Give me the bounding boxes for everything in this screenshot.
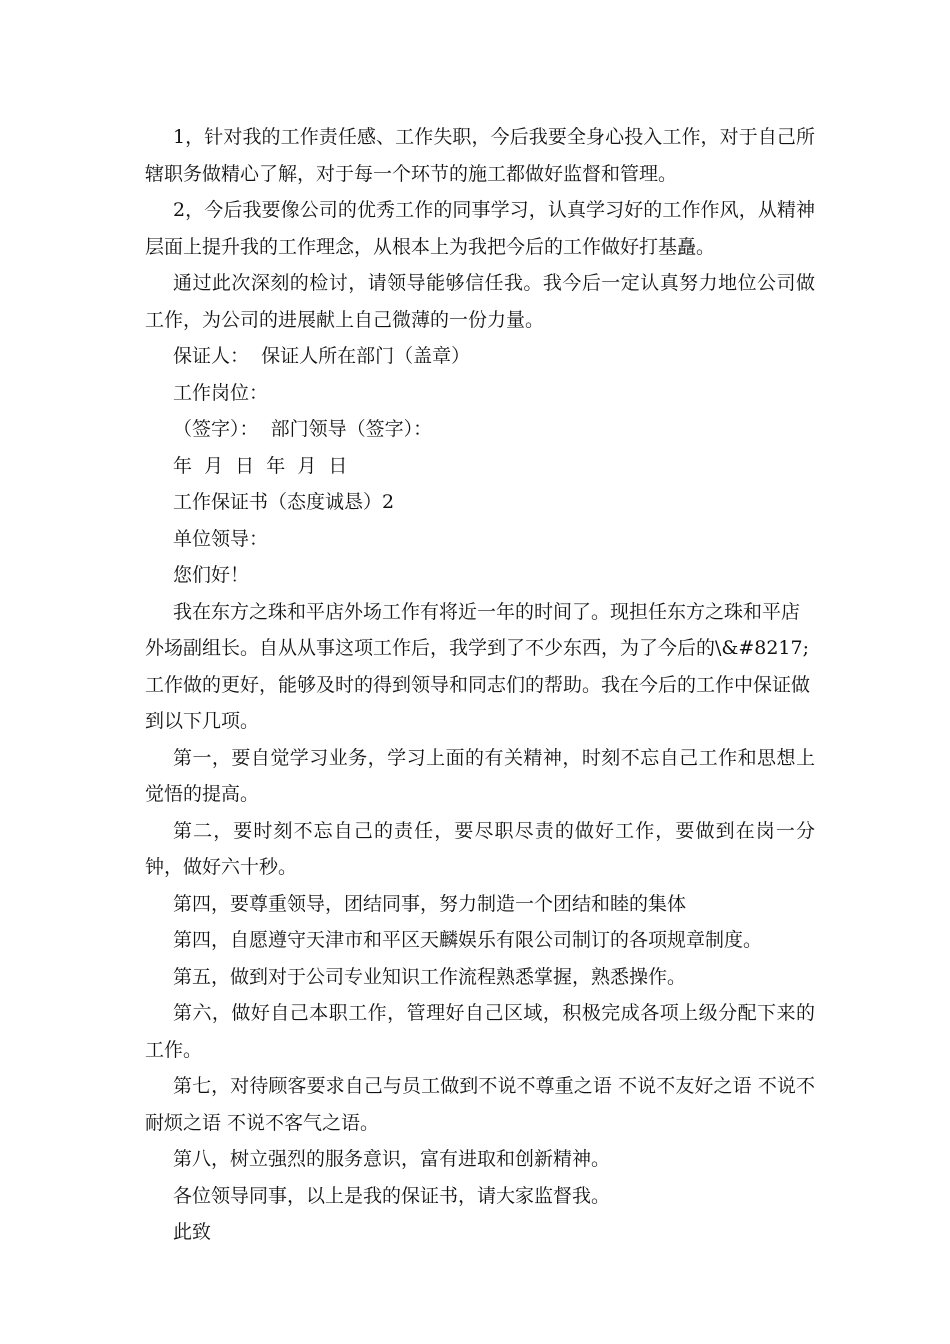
body-paragraph-item-8: 第八，树立强烈的服务意识，富有进取和创新精神。 bbox=[173, 1148, 611, 1170]
paragraph-pledge-1: 1，针对我的工作责任感、工作失职，今后我要全身心投入工作，对于自己所辖职务做精心了解，对于每一个环节的施工都做好监督和管理。 bbox=[145, 126, 815, 185]
body-paragraph-item-5: 第五，做到对于公司专业知识工作流程熟悉掌握，熟悉操作。 bbox=[173, 965, 687, 988]
body-paragraph-item-7: 第七，对待顾客要求自己与员工做到不说不尊重之语 不说不友好之语 不说不耐烦之语 不说不客气之语。 bbox=[145, 1075, 815, 1134]
body-paragraph-item-1: 第一，要自觉学习业务，学习上面的有关精神，时刻不忘自己工作和思想上觉悟的提高。 bbox=[145, 746, 815, 805]
body-paragraph-conclusion: 各位领导同事，以上是我的保证书，请大家监督我。 bbox=[173, 1184, 611, 1207]
salutation: 单位领导： bbox=[173, 527, 269, 550]
body-paragraph-item-3: 第四，要尊重领导，团结同事，努力制造一个团结和睦的集体 bbox=[173, 892, 687, 915]
document-heading: 工作保证书（态度诚恳）2 bbox=[173, 491, 395, 513]
signature-guarantor-line: 保证人： 保证人所在部门（盖章） bbox=[173, 345, 471, 367]
signature-sign-line: （签字）： 部门领导（签字）： bbox=[173, 418, 433, 440]
closing: 此致 bbox=[173, 1221, 212, 1243]
signature-date-line: 年 月 日 年 月 日 bbox=[173, 454, 348, 477]
body-paragraph-item-4: 第四，自愿遵守天津市和平区天麟娱乐有限公司制订的各项规章制度。 bbox=[173, 929, 763, 951]
paragraph-pledge-2: 2，今后我要像公司的优秀工作的同事学习，认真学习好的工作作风，从精神层面上提升我的工作理念，从根本上为我把今后的工作做好打基矗。 bbox=[145, 199, 815, 258]
document-page bbox=[145, 119, 815, 1251]
body-paragraph-item-2: 第二，要时刻不忘自己的责任，要尽职尽责的做好工作，要做到在岗一分钟，做好六十秒。 bbox=[145, 819, 815, 878]
body-paragraph-item-6: 第六，做好自己本职工作，管理好自己区域，积极完成各项上级分配下来的工作。 bbox=[145, 1002, 815, 1061]
paragraph-review: 通过此次深刻的检讨，请领导能够信任我。我今后一定认真努力地位公司做工作，为公司的进展献上自己微薄的一份力量。 bbox=[145, 272, 815, 331]
greeting: 您们好！ bbox=[173, 564, 250, 586]
body-paragraph-intro: 我在东方之珠和平店外场工作有将近一年的时间了。现担任东方之珠和平店外场副组长。自从从事这项工作后，我学到了不少东西，为了今后的\&#8217;工作做的更好，能够及时的得到领导和同志们的帮助。我在今后的工作中保证做到以下几项。 bbox=[145, 600, 811, 732]
signature-position-line: 工作岗位： bbox=[173, 381, 269, 404]
